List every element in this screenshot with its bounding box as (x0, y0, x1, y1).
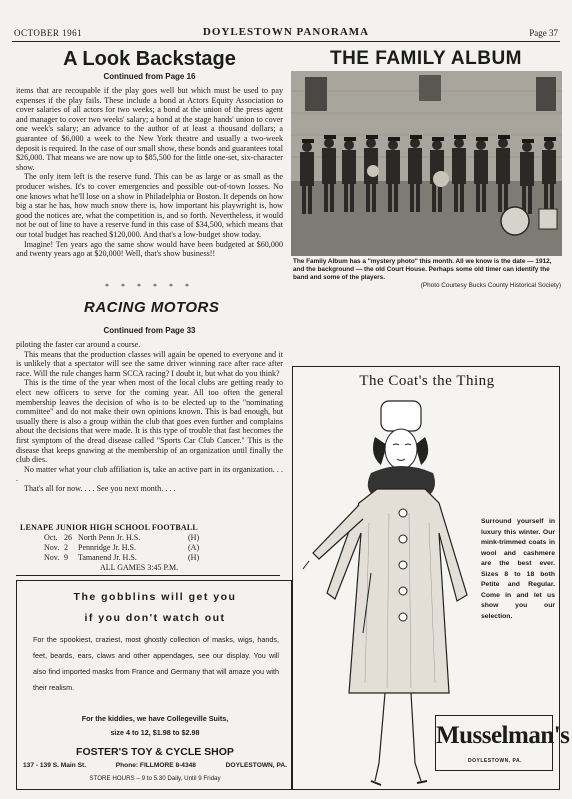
game-site: (H) (188, 553, 200, 562)
game-site: (A) (188, 543, 200, 552)
section-separator: * * * * * * (105, 282, 194, 291)
page-number: Page 37 (529, 28, 558, 38)
game-month: Oct. (44, 533, 58, 542)
football-schedule (20, 523, 282, 573)
backstage-paragraph: items that are recoupable if the play goes well but which must be used to pay expenses if the play fails. These include a bond at Actors Equity Association to cover salaries of all actors for two weeks; a bond at the union of the press agent and manager to cover two weeks' salary; a bond at the stage hands' union to cover one week's salary; an advance to the author of at least a thousand dollars; a guarantee of $6,000 a week to the New York theatre and usually a two-week deposit is required. In the case of our small show, these bonds and guarantees total $26,000. That means we are now up to $85,500 for the little one-set, six-character show. (16, 86, 283, 172)
backstage-paragraph: The only item left is the reserve fund. This can be as large or as small as the producer wishes. It's to cover emergencies and possible out-of-town losses. No one knows what he'll lose on a show in Philadelphia or Boston. It depends on how big a star he has, how much snow there is, how important his playwright is, how good the notices are, what the competition is, and so forth. Nevertheless, it would not be out of line to have a reserve fund in this case of $34,500, which means that our total budget has reached $120,000. And that's a low-budget show today. (16, 172, 283, 239)
backstage-article (16, 86, 283, 259)
band-photo (291, 71, 562, 256)
header-rule (12, 41, 560, 42)
photo-caption (293, 258, 561, 290)
toy-hours: STORE HOURS – 9 to 5.30 Daily, Until 9 Friday (89, 775, 221, 782)
coat-ad-copy: Surround yourself in luxury this winter. Our mink-trimmed coats in wool and cashmere are the best ever. Sizes 8 to 18 both Petite and Regular. Come in and let us show you our selection. (481, 518, 555, 620)
racing-article (16, 340, 283, 494)
band-photo-icon (291, 71, 562, 256)
game-month: Nov. (44, 553, 60, 562)
table-row (44, 543, 282, 553)
backstage-continued: Continued from Page 16 (103, 72, 196, 81)
game-opponent: North Penn Jr. H.S. (78, 533, 141, 542)
photo-credit: (Photo Courtesy Bucks County Historical Society) (420, 282, 561, 289)
toy-shop-ad (16, 580, 292, 790)
kids-line-2: size 4 to 12, $1.98 to $2.98 (110, 728, 200, 737)
musselmans-logo (435, 715, 570, 771)
game-month: Nov. (44, 543, 60, 552)
coat-ad (292, 366, 570, 790)
game-day: 2 (64, 543, 68, 552)
racing-continued: Continued from Page 33 (103, 326, 196, 335)
toy-kids-offer (17, 712, 293, 740)
racing-paragraph: piloting the faster car around a course. (16, 340, 141, 349)
publication-name: DOYLESTOWN PANORAMA (202, 26, 370, 38)
game-opponent: Tamanend Jr. H.S. (78, 553, 137, 562)
family-album-title: THE FAMILY ALBUM (329, 48, 523, 69)
racing-paragraph: This is the time of the year when most of the local clubs are getting ready to elect new officers to serve for the coming year. All too often the general membership leaves the decision of who is to be elected up to the "nominating committee" and do not make their own opinions known. This is bad enough, but usually there is also a group within the club that goes even further and complains about the decisions that were made. It is this type of trouble that fast becomes the first symptom of the dread disease called "Sports Car Club Cancer." This is the disease that keeps gnawing at the membership of an organization until finally the club dies. (16, 378, 283, 465)
toy-headline-1: The gobblins will get you (73, 591, 237, 603)
table-row (44, 553, 282, 563)
toy-shop-contact (23, 762, 287, 769)
issue-date: OCTOBER 1961 (14, 28, 83, 38)
toy-shop-name: FOSTER'S TOY & CYCLE SHOP (76, 746, 234, 758)
game-day: 26 (64, 533, 72, 542)
football-title: LENAPE JUNIOR HIGH SCHOOL FOOTBALL (20, 523, 198, 532)
racing-title: RACING MOTORS (84, 299, 220, 316)
toy-city: DOYLESTOWN, PA. (225, 762, 287, 769)
game-day: 9 (64, 553, 68, 562)
backstage-title: A Look Backstage (63, 48, 236, 70)
table-row (44, 533, 282, 543)
game-site: (H) (188, 533, 200, 542)
racing-paragraph: No matter what your club affiliation is, take an active part in its organization. . . . (16, 464, 283, 484)
backstage-paragraph: Imagine! Ten years ago the same show would have been budgeted at $60,000 and twenty years ago at $20,000! Well, that's show business!! (16, 239, 283, 259)
caption-text: The Family Album has a "mystery photo" this month. All we know is the date — 1912, and the background — the old Court House. Perhaps some old timer can identify the band and some of the players. (293, 258, 552, 281)
kids-line-1: For the kiddies, we have Collegeville Suits, (81, 714, 229, 723)
toy-headline-2: if you don't watch out (84, 612, 226, 624)
logo-name: Musselman's (436, 722, 570, 749)
toy-address: 137 - 139 S. Main St. (23, 762, 87, 769)
football-rule (16, 575, 280, 576)
toy-body: For the spookiest, craziest, most ghostly collection of masks, wigs, hands, feet, beards, ears, claws and other appendages, see our display. You will also find imported masks from France and Germany that will amaze you with their realism. (33, 635, 279, 692)
football-note: ALL GAMES 3:45 P.M. (100, 563, 179, 572)
toy-phone: Phone: FILLMORE 8-4348 (115, 762, 196, 769)
coat-ad-title: The Coat's the Thing (359, 373, 495, 389)
racing-paragraph: This means that the production classes will again be opened to everyone and it is unlikely that a spectator will see the same driver winning race after race after race. Will the rule changes harm SCCA racing? I doubt it, but what do you think? (16, 349, 283, 378)
game-opponent: Pennridge Jr. H.S. (78, 543, 136, 552)
racing-paragraph: That's all for now. . . . See you next month. . . . (24, 483, 176, 493)
logo-city: DOYLESTOWN, PA. (468, 758, 522, 764)
